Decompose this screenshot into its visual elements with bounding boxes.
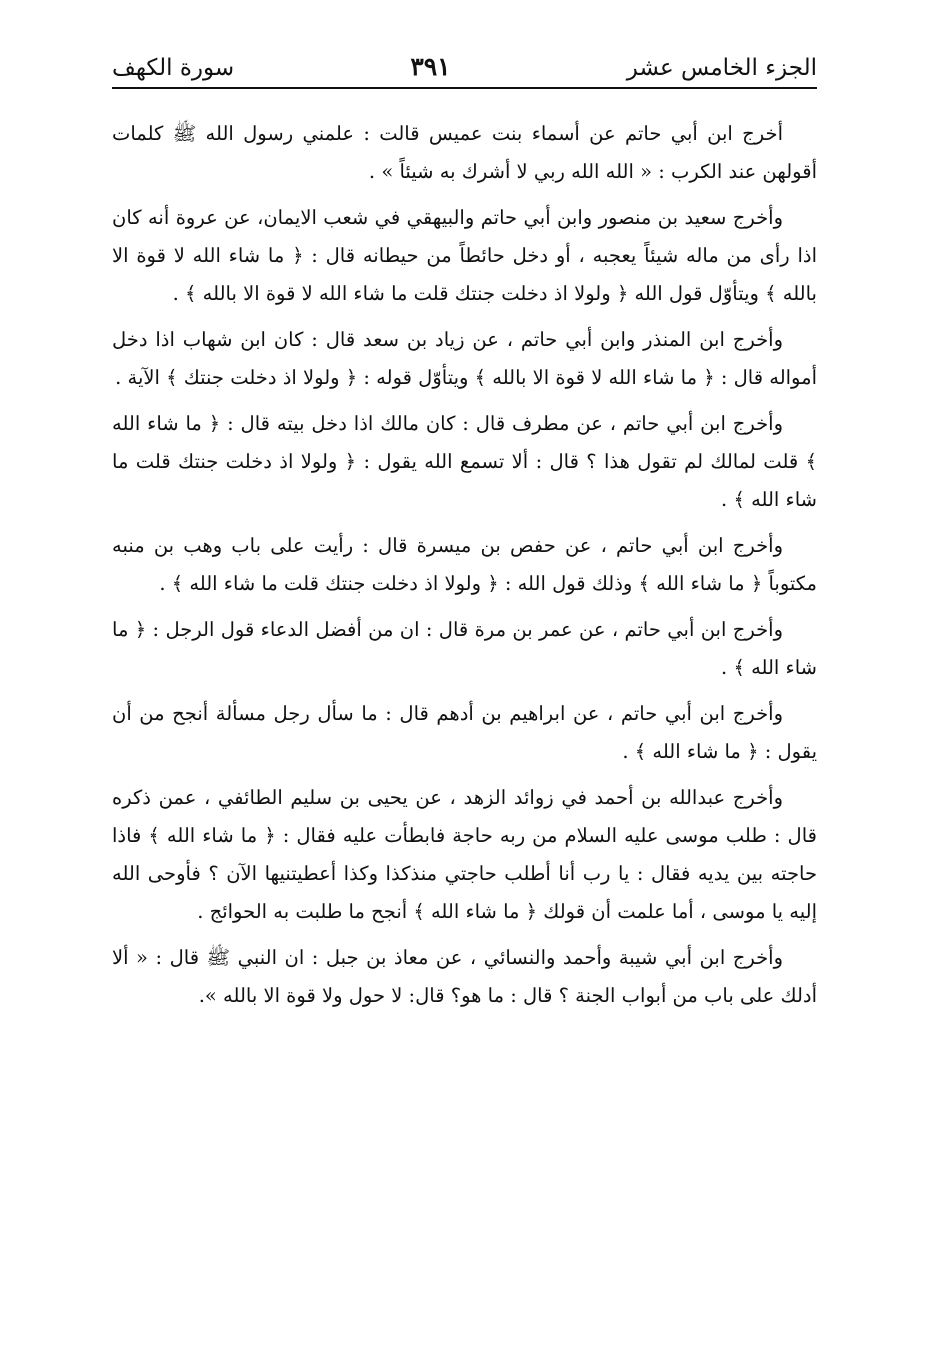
- page-body: [112, 115, 817, 1015]
- paragraph-2: وأخرج سعيد بن منصور وابن أبي حاتم والبيهقي في شعب الايمان، عن عروة أنه كان اذا رأى من ماله شيئاً يعجبه ، أو دخل حائطاً من حيطانه قال : ﴿ ما شاء الله لا قوة الا بالله ﴾ ويتأوّل قول الله ﴿ ولولا اذ دخلت جنتك قلت ما شاء الله لا قوة الا بالله ﴾ .: [112, 206, 817, 305]
- paragraph-1: أخرج ابن أبي حاتم عن أسماء بنت عميس قالت : علمني رسول الله ﷺ كلمات أقولهن عند الكرب : « الله الله ربي لا أشرك به شيئاً » .: [112, 122, 817, 183]
- paragraph-6: وأخرج ابن أبي حاتم ، عن عمر بن مرة قال : ان من أفضل الدعاء قول الرجل : ﴿ ما شاء الله ﴾ .: [112, 618, 817, 679]
- page-header: [112, 52, 817, 89]
- paragraph-9: وأخرج ابن أبي شيبة وأحمد والنسائي ، عن معاذ بن جبل : ان النبي ﷺ قال : « ألا أدلك على باب من أبواب الجنة ؟ قال : ما هو؟ قال: لا حول ولا قوة الا بالله ».: [112, 946, 817, 1007]
- part-title: الجزء الخامس عشر: [626, 55, 817, 81]
- paragraph-5: وأخرج ابن أبي حاتم ، عن حفص بن ميسرة قال : رأيت على باب وهب بن منبه مكتوباً ﴿ ما شاء الله ﴾ وذلك قول الله : ﴿ ولولا اذ دخلت جنتك قلت ما شاء الله ﴾ .: [112, 534, 817, 595]
- paragraph-8: وأخرج عبدالله بن أحمد في زوائد الزهد ، عن يحيى بن سليم الطائفي ، عمن ذكره قال : طلب موسى عليه السلام من ربه حاجة فابطأت عليه فقال : ﴿ ما شاء الله ﴾ فاذا حاجته بين يديه فقال : يا رب أنا أطلب حاجتي منذكذا وكذا أعطيتنيها الآن ؟ فأوحى الله إليه يا موسى ، أما علمت أن قولك ﴿ ما شاء الله ﴾ أنجح ما طلبت به الحوائج .: [112, 786, 817, 923]
- paragraph-3: وأخرج ابن المنذر وابن أبي حاتم ، عن زياد بن سعد قال : كان ابن شهاب اذا دخل أمواله قال : ﴿ ما شاء الله لا قوة الا بالله ﴾ ويتأوّل قوله : ﴿ ولولا اذ دخلت جنتك ﴾ الآية .: [112, 328, 817, 389]
- paragraph-4: وأخرج ابن أبي حاتم ، عن مطرف قال : كان مالك اذا دخل بيته قال : ﴿ ما شاء الله ﴾ قلت لمالك لم تقول هذا ؟ قال : ألا تسمع الله يقول : ﴿ ولولا اذ دخلت جنتك قلت ما شاء الله ﴾ .: [112, 412, 817, 511]
- paragraph-7: وأخرج ابن أبي حاتم ، عن ابراهيم بن أدهم قال : ما سأل رجل مسألة أنجح من أن يقول : ﴿ ما شاء الله ﴾ .: [112, 702, 817, 763]
- page-number: ٣٩١: [410, 52, 451, 81]
- surah-title: سورة الكهف: [112, 55, 235, 81]
